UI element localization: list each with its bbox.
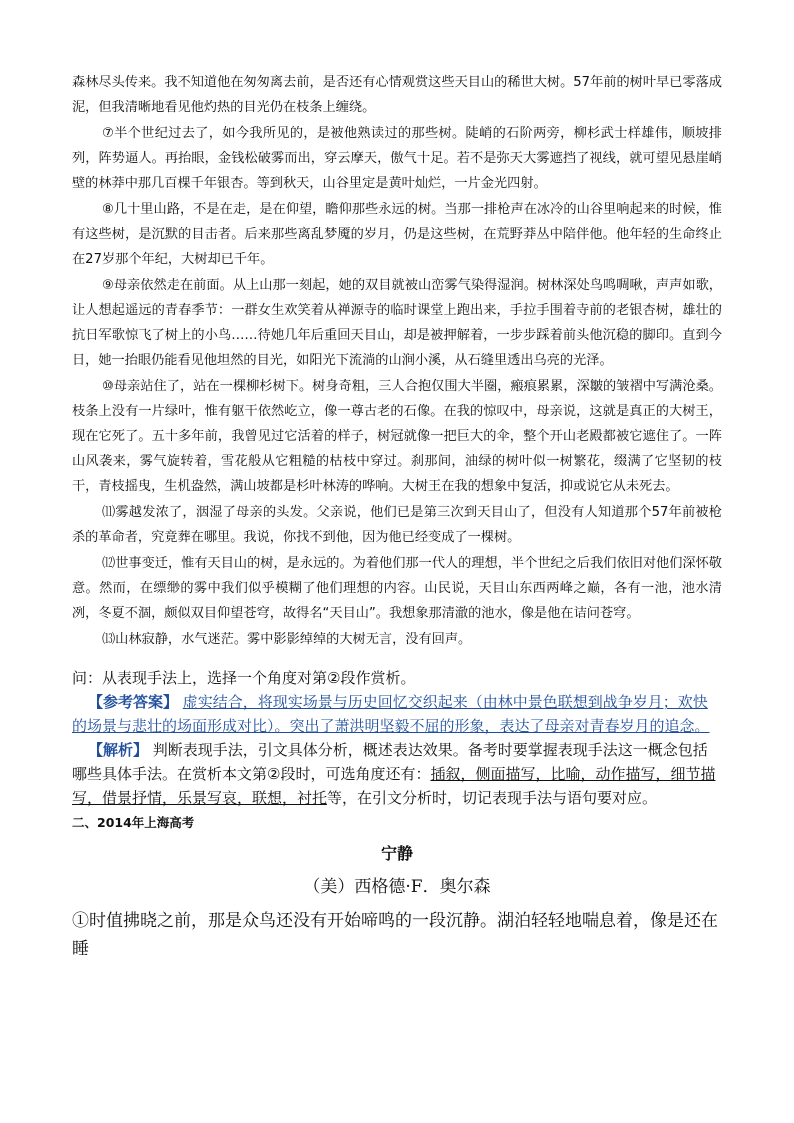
paragraph-12: ⑿世事变迁，惟有天目山的树，是永远的。为着他们那一代人的理想，半个世纪之后我们依旧对他们深怀敬意。然而，在缥缈的雾中我们似乎模糊了他们理想的内容。山民说，天目山东西两峰之巅，各有一池，池水清冽，冬夏不涸，颇似双目仰望苍穹，故得名“天目山”。我想象那清澈的池水，像是他在诘问苍穹。 (72, 556, 722, 621)
paragraph-8: ⑧几十里山路，不是在走，是在仰望，瞻仰那些永远的树。当那一排枪声在冰冷的山谷里响起来的时候，惟有这些树，是沉默的目击者。后来那些离乱梦魇的岁月，仍是这些树，在荒野莽丛中陪伴他。他年轻的生命终止在27岁那个年纪，大树却已千年。 (72, 202, 722, 267)
document-page (72, 70, 722, 963)
article-title: 宁静 (380, 844, 413, 863)
question-text: 问：从表现手法上，选择一个角度对第②段作赏析。 (72, 669, 416, 687)
article-first-paragraph: ①时值拂晓之前，那是众鸟还没有开始啼鸣的一段沉静。湖泊轻轻地喘息着，像是还在睡 (72, 911, 718, 959)
analysis-text-before: 判断表现手法，引文具体分析，概述表达效果。备考时要掌握表现手法这一概念包括哪些具体手法。在赏析本文第②段时，可选角度还有： (72, 741, 708, 783)
paragraph-7: ⑦半个世纪过去了，如今我所见的，是被他熟读过的那些树。陡峭的石阶两旁，柳杉武士样雄伟，顺坡排列，阵势逼人。再抬眼，金钱松破雾而出，穿云摩天，傲气十足。若不是弥天大雾遮挡了视线，就可望见悬崖峭壁的林莽中那几百棵千年银杏。等到秋天，山谷里定是黄叶灿烂，一片金光四射。 (72, 126, 722, 191)
paragraph-9: ⑨母亲依然走在前面。从上山那一刻起，她的双目就被山峦雾气染得湿润。树林深处鸟鸣啁啾，声声如歌，让人想起遥远的青春季节：一群女生欢笑着从禅源寺的临时课堂上跑出来，手拉手围着寺前的老银杏树，雄壮的抗日军歌惊飞了树上的小鸟……待她几年后重回天目山，却是被押解着，一步步踩着前头他沉稳的脚印。直到今日，她一抬眼仍能看见他坦然的目光，如阳光下流淌的山涧小溪，从石缝里透出乌亮的光泽。 (72, 278, 722, 368)
analysis-text-after: 等，在引文分析时，切记表现手法与语句要对应。 (327, 789, 658, 807)
paragraph-10: ⑩母亲站住了，站在一棵柳杉树下。树身奇粗，三人合抱仅围大半圈，瘢痕累累，深皺的皱褶中写满沧桑。枝条上没有一片绿叶，惟有躯干依然屹立，像一尊古老的石像。在我的惊叹中，母亲说，这就是真正的大树王，现在它死了。五十多年前，我曾见过它活着的样子，树冠就像一把巨大的伞，整个开山老殿都被它遮住了。一阵山风袭来，雾气旋转着，雪花般从它粗糙的枯枝中穿过。刹那间，油绿的树叶似一树繁花，缀满了它坚韧的枝干，青枝摇曳，生机盎然，满山坡都是杉叶林涛的哗响。大树王在我的想象中复活，抑或说它从未死去。 (72, 379, 722, 494)
spacer (72, 652, 722, 666)
answer-tag: 【参考答案】 (88, 693, 179, 711)
paragraph-11: ⑾雾越发浓了，洇湿了母亲的头发。父亲说，他们已是第三次到天目山了，但没有人知道那个57年前被枪杀的革命者，究竟葬在哪里。我说，你找不到他，因为他已经变成了一棵树。 (72, 505, 722, 545)
reference-answer (72, 690, 722, 738)
analysis-options: 插叙，侧面描写，比喻，动作描写，细节描写，借景抒情，乐景写哀，联想，衬托 (72, 765, 716, 807)
section-heading: 二、2014年上海高考 (72, 815, 195, 830)
analysis (72, 738, 722, 810)
answer-text: 虚实结合，将现实场景与历史回忆交织起来（由林中景色联想到战争岁月；欢快的场景与悲壮的场面形成对比）。突出了萧洪明坚毅不屈的形象，表达了母亲对青春岁月的追念。 (72, 693, 710, 735)
paragraph-13: ⒀山林寂静，水气迷茫。雾中影影绰绰的大树无言，没有回声。 (102, 632, 472, 647)
analysis-tag: 【解析】 (88, 741, 149, 759)
article-author: （美）西格德·F．奥尔森 (303, 877, 491, 897)
paragraph-continuation: 森林尽头传来。我不知道他在匆匆离去前，是否还有心情观赏这些天目山的稀世大树。57年前的树叶早已零落成泥，但我清晰地看见他灼热的目光仍在枝条上缠绕。 (72, 75, 722, 115)
